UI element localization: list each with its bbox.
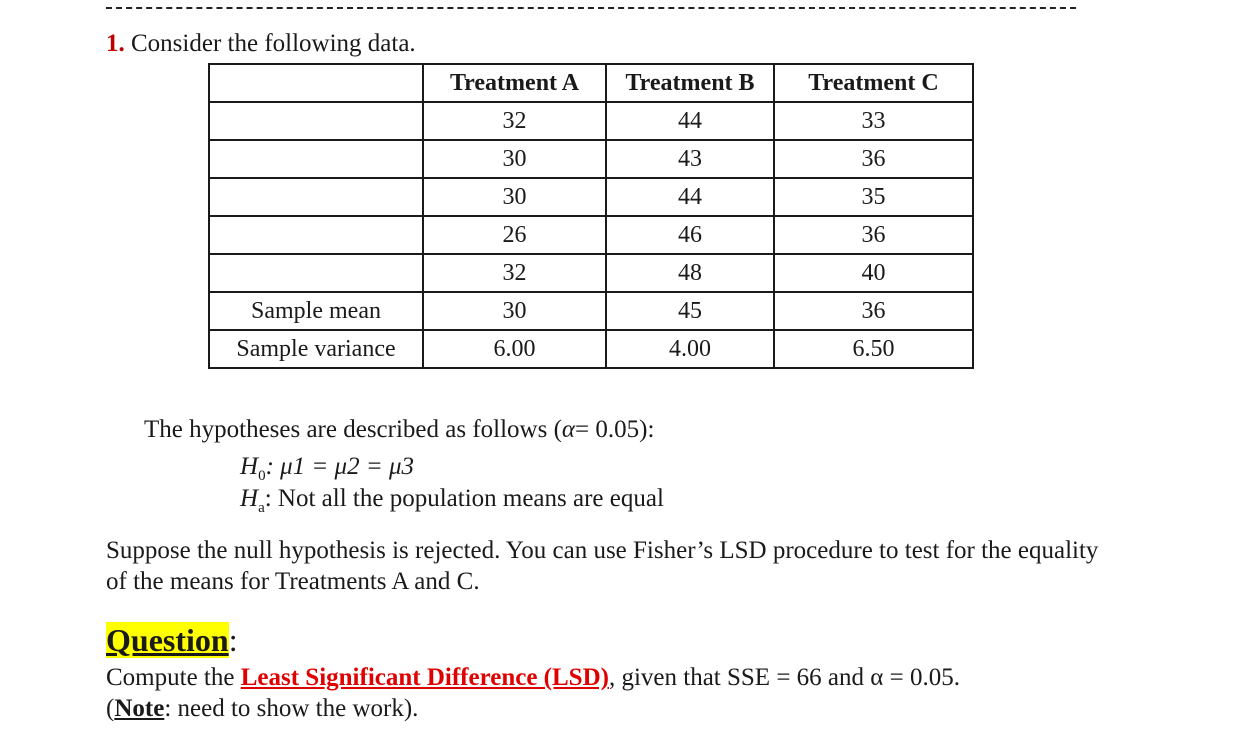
row-label — [209, 216, 423, 254]
question-line-1 — [106, 662, 1206, 693]
table-cell: 40 — [774, 254, 973, 292]
table-cell: 30 — [423, 178, 606, 216]
note-label: Note — [114, 695, 165, 722]
question-body — [106, 662, 1206, 724]
lsd-paragraph: Suppose the null hypothesis is rejected. You can use Fisher’s LSD procedure to test for the equality of the means for Treatments A and C. — [106, 537, 1099, 595]
header-cell-treatment-a: Treatment A — [423, 64, 606, 102]
h0-subscript: 0 — [258, 468, 266, 484]
header-cell-treatment-c: Treatment C — [774, 64, 973, 102]
table-cell: 32 — [423, 254, 606, 292]
header-cell-treatment-b: Treatment B — [606, 64, 774, 102]
table-row — [209, 102, 973, 140]
lsd-term: Least Significant Difference (LSD) — [240, 664, 609, 691]
table-cell: 44 — [606, 102, 774, 140]
table-row — [209, 140, 973, 178]
table-cell: 46 — [606, 216, 774, 254]
alpha-symbol: α — [561, 416, 576, 443]
table-cell: 48 — [606, 254, 774, 292]
hypotheses-intro-after: = 0.05): — [575, 416, 655, 443]
note-open-paren: ( — [106, 695, 115, 722]
row-label — [209, 102, 423, 140]
table-cell: 30 — [423, 140, 606, 178]
question-line-2 — [106, 693, 1206, 724]
question-number: 1. — [106, 30, 125, 57]
table-cell: 36 — [774, 292, 973, 330]
header-cell-blank — [209, 64, 423, 102]
table-cell: 6.00 — [423, 330, 606, 368]
table-row — [209, 216, 973, 254]
row-label — [209, 254, 423, 292]
note-text: : need to show the work). — [164, 695, 419, 722]
ha-label: H — [240, 485, 259, 512]
table-cell: 32 — [423, 102, 606, 140]
hypotheses-intro — [144, 414, 654, 446]
row-label-sample-variance: Sample variance — [209, 330, 423, 368]
table-cell: 36 — [774, 140, 973, 178]
row-label — [209, 178, 423, 216]
table-row-sample-variance — [209, 330, 973, 368]
table-cell: 44 — [606, 178, 774, 216]
table-row-sample-mean — [209, 292, 973, 330]
row-label-sample-mean: Sample mean — [209, 292, 423, 330]
question-label — [106, 620, 238, 660]
hypotheses-intro-before: The hypotheses are described as follows ( — [144, 416, 562, 443]
table-cell: 36 — [774, 216, 973, 254]
question-label-highlight: Question — [106, 622, 229, 658]
h0-expression: : μ1 = μ2 = μ3 — [265, 453, 415, 480]
question-heading-text: Consider the following data. — [131, 30, 416, 57]
table-header-row — [209, 64, 973, 102]
table-cell: 35 — [774, 178, 973, 216]
table-cell: 30 — [423, 292, 606, 330]
row-label — [209, 140, 423, 178]
ha-text: : Not all the population means are equal — [264, 485, 664, 512]
question-line1-before: Compute the — [106, 664, 241, 691]
table-cell: 4.00 — [606, 330, 774, 368]
h0-label: H — [240, 453, 259, 480]
question-line1-after: , given that SSE = 66 and α = 0.05. — [608, 664, 960, 691]
top-dashed-rule — [106, 7, 1076, 9]
table-cell: 6.50 — [774, 330, 973, 368]
table-cell: 43 — [606, 140, 774, 178]
question-heading — [106, 28, 416, 60]
table-cell: 45 — [606, 292, 774, 330]
question-label-colon: : — [228, 622, 238, 658]
table-cell: 33 — [774, 102, 973, 140]
table-row — [209, 254, 973, 292]
ha-subscript: a — [258, 500, 265, 516]
alternative-hypothesis — [240, 484, 664, 523]
table-row — [209, 178, 973, 216]
table-cell: 26 — [423, 216, 606, 254]
data-table — [208, 63, 974, 369]
